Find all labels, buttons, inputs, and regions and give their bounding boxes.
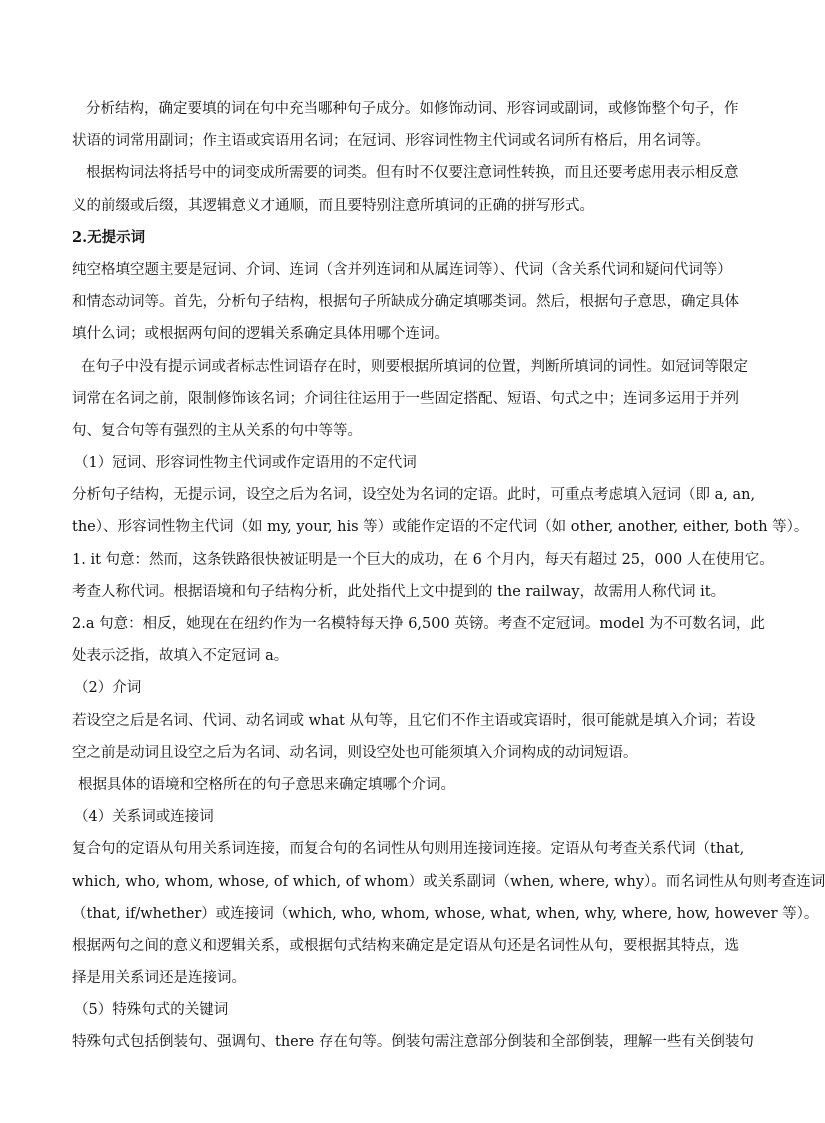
subsection-2-line-1: 若设空之后是名词、代词、动名词或 what 从句等，且它们不作主语或宾语时，很可能就是填入介词；若设 xyxy=(72,712,756,729)
subsection-1-line-2: the）、形容词性物主代词（如 my, your, his 等）或能作定语的不定代词（如 other, another, either, both 等）。 xyxy=(72,519,809,536)
subsection-5-line-1: 特殊句式包括倒装句、强调句、there 存在句等。倒装句需注意部分倒装和全部倒装，理解一些有关倒装句 xyxy=(72,1034,754,1051)
document-page xyxy=(72,93,825,1059)
paragraph-4-line-3: 句、复合句等有强烈的主从关系的句中等等。 xyxy=(72,422,362,439)
section-heading: 2.无提示词 xyxy=(72,228,146,246)
example-2-line-1: 2.a 句意：相反，她现在在纽约作为一名模特每天挣 6,500 英镑。考查不定冠词。model 为不可数名词，此 xyxy=(72,616,765,632)
subsection-4-line-4: 根据两句之间的意义和逻辑关系，或根据句式结构来确定是定语从句还是名词性从句，要根据其特点，选 xyxy=(72,937,739,954)
subsection-2-line-2: 空之前是动词且设空之后为名词、动名词，则设空处也可能须填入介词构成的动词短语。 xyxy=(72,744,638,761)
paragraph-3-line-3: 填什么词；或根据两句间的逻辑关系确定具体用哪个连词。 xyxy=(72,326,449,343)
paragraph-1-line-1: 分析结构，确定要填的词在句中充当哪种句子成分。如修饰动词、形容词或副词，或修饰整个句子，作 xyxy=(86,101,739,117)
subsection-1-title: （1）冠词、形容词性物主代词或作定语用的不定代词 xyxy=(74,455,417,472)
subsection-4-line-2: which, who, whom, whose, of which, of whom）或关系副词（when, where, why）。而名词性从句则考查连词 xyxy=(72,873,825,890)
paragraph-4-line-2: 词常在名词之前，限制修饰该名词；介词往往运用于一些固定搭配、短语、句式之中；连词多运用于并列 xyxy=(72,390,739,407)
subsection-4-line-3: （that, if/whether）或连接词（which, who, whom, whose, what, when, why, where, how, however 等）。 xyxy=(72,905,819,922)
example-1-line-2: 考查人称代词。根据语境和句子结构分析，此处指代上文中提到的 the railway，故需用人称代词 it。 xyxy=(72,583,726,600)
example-2-line-2: 处表示泛指，故填入不定冠词 a。 xyxy=(72,648,289,665)
subsection-1-line-1: 分析句子结构，无提示词，设空之后为名词，设空处为名词的定语。此时，可重点考虑填入冠词（即 a, an, xyxy=(72,487,756,504)
paragraph-2-line-1: 根据构词法将括号中的词变成所需要的词类。但有时不仅要注意词性转换，而且还要考虑用表示相反意 xyxy=(86,165,739,182)
paragraph-3-line-1: 纯空格填空题主要是冠词、介词、连词（含并列连词和从属连词等）、代词（含关系代词和疑问代词等） xyxy=(72,261,732,278)
example-1-line-1: 1. it 句意：然而，这条铁路很快被证明是一个巨大的成功，在 6 个月内，每天有超过 25，000 人在使用它。 xyxy=(72,551,774,568)
paragraph-3-line-2: 和情态动词等。首先，分析句子结构，根据句子所缺成分确定填哪类词。然后，根据句子意思，确定具体 xyxy=(72,294,739,311)
paragraph-4-line-1: 在句子中没有提示词或者标志性词语存在时，则要根据所填词的位置，判断所填词的词性。如冠词等限定 xyxy=(81,358,748,375)
paragraph-2-line-2: 义的前缀或后缀，其逻辑意义才通顺，而且要特别注意所填词的正确的拼写形式。 xyxy=(72,197,594,214)
subsection-4-line-5: 择是用关系词还是连接词。 xyxy=(72,970,246,987)
subsection-5-title: （5）特殊句式的关键词 xyxy=(74,1002,229,1019)
subsection-4-title: （4）关系词或连接词 xyxy=(74,809,214,826)
paragraph-1-line-2: 状语的词常用副词；作主语或宾语用名词；在冠词、形容词性物主代词或名词所有格后，用名词等。 xyxy=(72,133,710,150)
subsection-4-line-1: 复合句的定语从句用关系词连接，而复合句的名词性从句则用连接词连接。定语从句考查关系代词（that, xyxy=(72,841,745,858)
subsection-2-title: （2）介词 xyxy=(74,680,142,697)
subsection-2-line-3: 根据具体的语境和空格所在的句子意思来确定填哪个介词。 xyxy=(78,776,455,793)
